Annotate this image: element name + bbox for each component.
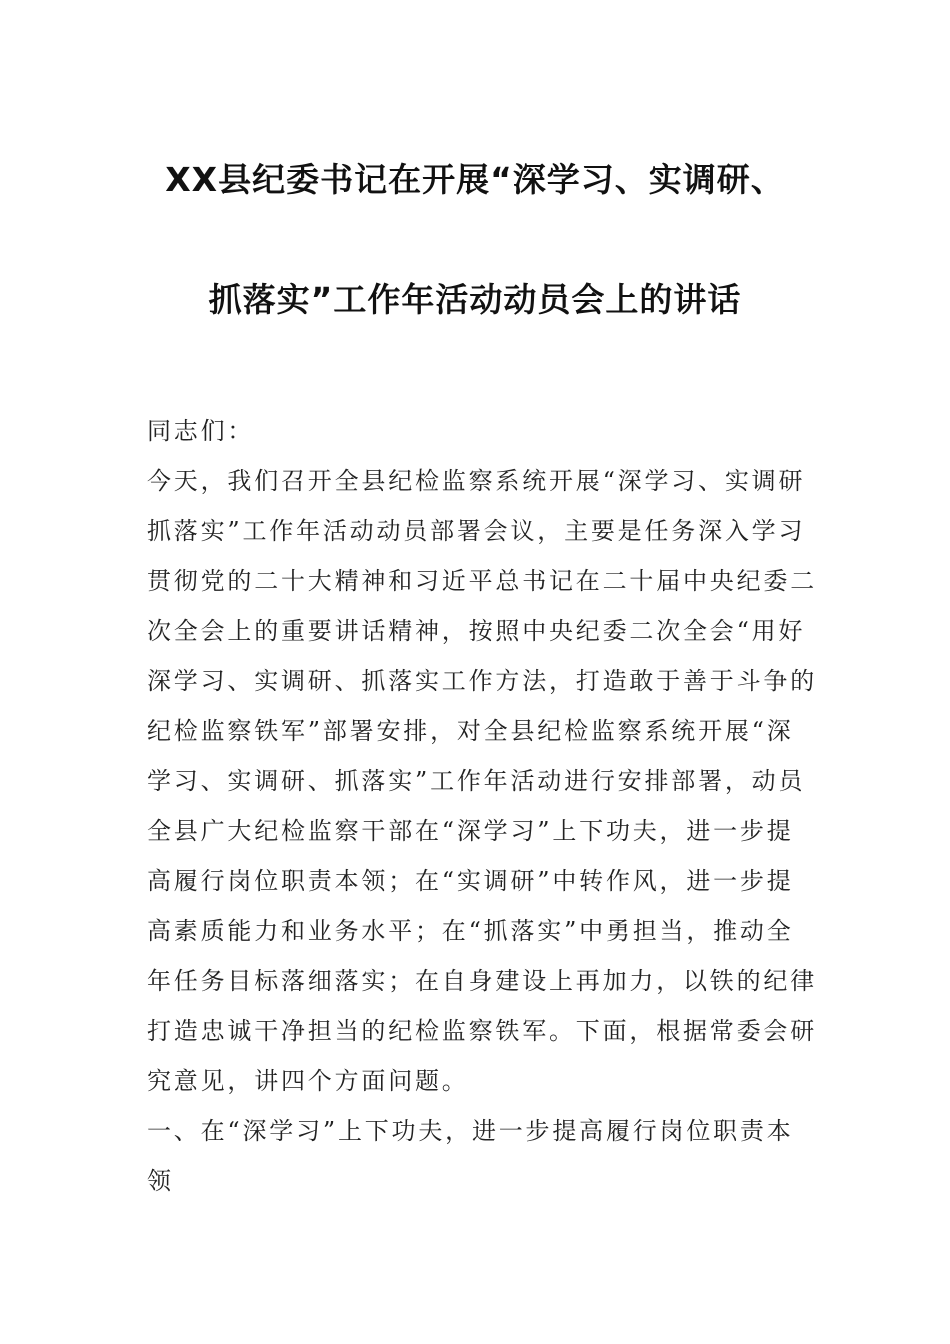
paragraph-line: 高素质能力和业务水平；在“抓落实”中勇担当，推动全 [147, 917, 794, 945]
paragraph-line: 究意见，讲四个方面问题。 [147, 1067, 469, 1095]
salutation: 同志们： [147, 417, 255, 445]
paragraph-line: 纪检监察铁军”部署安排，对全县纪检监察系统开展“深 [147, 717, 794, 745]
paragraph-line: 抓落实”工作年活动动员部署会议，主要是任务深入学习 [147, 517, 806, 545]
paragraph-line: 学习、实调研、抓落实”工作年活动进行安排部署，动员 [147, 767, 806, 795]
paragraph-line: 次全会上的重要讲话精神，按照中央纪委二次全会“用好 [147, 617, 806, 645]
paragraph-line: 年任务目标落细落实；在自身建设上再加力，以铁的纪律 [147, 967, 817, 995]
document-title-line-1: XX县纪委书记在开展“深学习、实调研、 [165, 160, 785, 199]
paragraph-line: 今天，我们召开全县纪检监察系统开展“深学习、实调研 [147, 467, 806, 495]
paragraph-line: 贯彻党的二十大精神和习近平总书记在二十届中央纪委二 [147, 567, 817, 595]
section-heading-line: 领 [147, 1167, 174, 1195]
paragraph-line: 深学习、实调研、抓落实工作方法，打造敢于善于斗争的 [147, 667, 817, 695]
paragraph-line: 全县广大纪检监察干部在“深学习”上下功夫，进一步提 [147, 817, 794, 845]
document-title-line-2: 抓落实”工作年活动动员会上的讲话 [208, 280, 742, 319]
paragraph-line: 打造忠诚干净担当的纪检监察铁军。下面，根据常委会研 [147, 1017, 817, 1045]
section-heading-line: 一、在“深学习”上下功夫，进一步提高履行岗位职责本 [147, 1117, 794, 1145]
paragraph-line: 高履行岗位职责本领；在“实调研”中转作风，进一步提 [147, 867, 794, 895]
